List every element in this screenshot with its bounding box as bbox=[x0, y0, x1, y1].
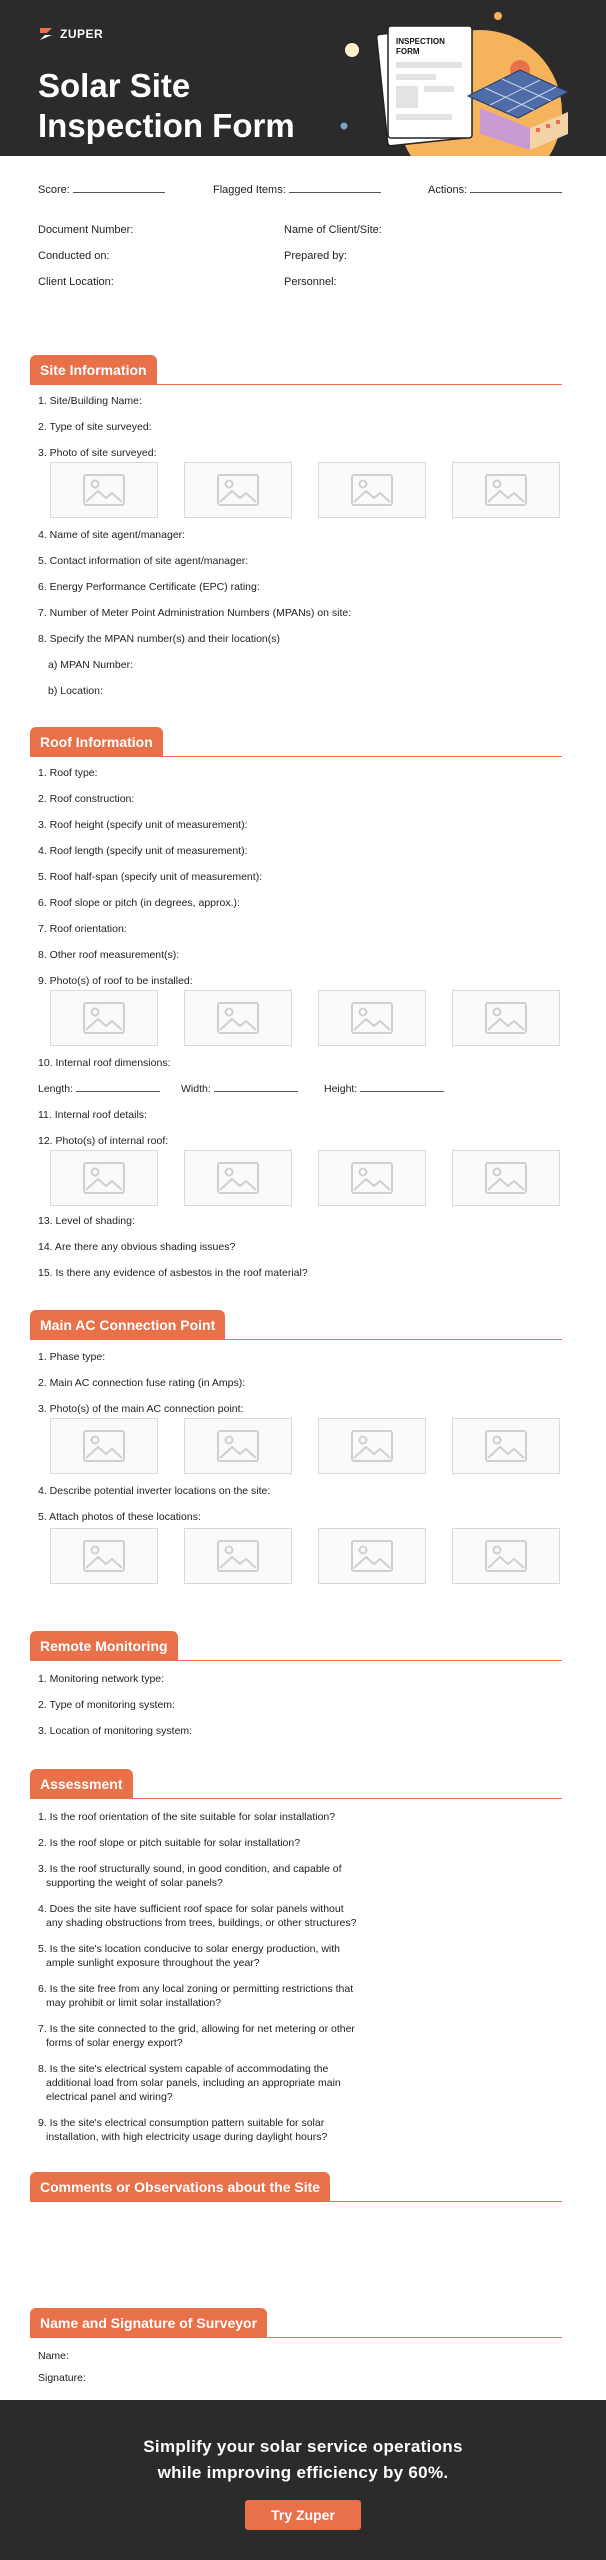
image-icon bbox=[482, 1427, 530, 1465]
image-icon bbox=[482, 999, 530, 1037]
assessment-q9-line-1: 9. Is the site's electrical consumption pattern suitable for solar bbox=[38, 2117, 325, 2129]
assessment-q5-line-1: 5. Is the site's location conducive to solar energy production, with bbox=[38, 1943, 341, 1955]
roof-photo-row bbox=[50, 990, 560, 1046]
roof-q2: 2. Roof construction: bbox=[38, 793, 135, 805]
image-icon bbox=[348, 471, 396, 509]
photo-placeholder[interactable] bbox=[184, 1528, 292, 1584]
page-title: Solar Site Inspection Form bbox=[38, 67, 295, 144]
assessment-heading bbox=[30, 1769, 562, 1799]
photo-placeholder[interactable] bbox=[318, 1150, 426, 1206]
image-icon bbox=[348, 999, 396, 1037]
promo-footer bbox=[0, 2400, 606, 2560]
photo-placeholder[interactable] bbox=[50, 1150, 158, 1206]
photo-placeholder[interactable] bbox=[318, 462, 426, 518]
assessment-q2: 2. Is the roof slope or pitch suitable for solar installation? bbox=[38, 1837, 301, 1849]
roof-q4: 4. Roof length (specify unit of measurement): bbox=[38, 845, 248, 857]
roof-information-heading bbox=[30, 727, 562, 757]
document-number-label: Document Number: bbox=[38, 224, 134, 236]
footer-slogan bbox=[0, 2434, 606, 2486]
ac-q5: 5. Attach photos of these locations: bbox=[38, 1511, 201, 1523]
roof-q11: 11. Internal roof details: bbox=[38, 1109, 147, 1121]
image-icon bbox=[348, 1427, 396, 1465]
roof-q15: 15. Is there any evidence of asbestos in the roof material? bbox=[38, 1267, 308, 1279]
assessment-q5-line-2: ample sunlight exposure throughout the year? bbox=[46, 1957, 260, 1969]
ac-q1: 1. Phase type: bbox=[38, 1351, 106, 1363]
roof-q3: 3. Roof height (specify unit of measurement): bbox=[38, 819, 248, 831]
ac-photo-row bbox=[50, 1418, 560, 1474]
surveyor-signature-label: Signature: bbox=[38, 2372, 86, 2384]
footer-slogan-line-2: while improving efficiency by 60%. bbox=[157, 2463, 449, 2482]
roof-q5: 5. Roof half-span (specify unit of measurement): bbox=[38, 871, 263, 883]
image-icon bbox=[214, 1159, 262, 1197]
footer-slogan-line-1: Simplify your solar service operations bbox=[143, 2437, 463, 2456]
comments-title: Comments or Observations about the Site bbox=[30, 2172, 330, 2202]
photo-placeholder[interactable] bbox=[184, 462, 292, 518]
photo-placeholder[interactable] bbox=[184, 990, 292, 1046]
comments-heading bbox=[30, 2172, 562, 2202]
assessment-q8-line-2: additional load from solar panels, including an appropriate main bbox=[46, 2077, 341, 2089]
prepared-by-label: Prepared by: bbox=[284, 250, 347, 262]
photo-placeholder[interactable] bbox=[50, 1418, 158, 1474]
assessment-title: Assessment bbox=[30, 1769, 133, 1799]
photo-placeholder[interactable] bbox=[452, 462, 560, 518]
assessment-q8-line-3: electrical panel and wiring? bbox=[46, 2091, 173, 2103]
site-q6: 6. Energy Performance Certificate (EPC) rating: bbox=[38, 581, 260, 593]
zuper-logo-icon bbox=[38, 26, 54, 42]
photo-placeholder[interactable] bbox=[452, 1418, 560, 1474]
assessment-q4-line-1: 4. Does the site have sufficient roof space for solar panels without bbox=[38, 1903, 344, 1915]
illustration-label-1: INSPECTION bbox=[396, 37, 445, 46]
brand-name: ZUPER bbox=[60, 27, 104, 41]
roof-width-label: Width: bbox=[181, 1083, 211, 1095]
image-icon bbox=[214, 1537, 262, 1575]
assessment-q3-line-2: supporting the weight of solar panels? bbox=[46, 1877, 223, 1889]
roof-q10: 10. Internal roof dimensions: bbox=[38, 1057, 171, 1069]
site-q4: 4. Name of site agent/manager: bbox=[38, 529, 186, 541]
photo-placeholder[interactable] bbox=[50, 1528, 158, 1584]
ac-connection-heading bbox=[30, 1310, 562, 1340]
photo-placeholder[interactable] bbox=[318, 1418, 426, 1474]
image-icon bbox=[482, 1537, 530, 1575]
site-q8b: b) Location: bbox=[48, 685, 103, 697]
inspection-form-illustration bbox=[330, 0, 606, 156]
assessment-q6 bbox=[38, 1982, 568, 2010]
photo-placeholder[interactable] bbox=[318, 1528, 426, 1584]
image-icon bbox=[214, 471, 262, 509]
photo-placeholder[interactable] bbox=[50, 990, 158, 1046]
photo-placeholder[interactable] bbox=[452, 1150, 560, 1206]
roof-height-label: Height: bbox=[324, 1083, 358, 1095]
ac-q4: 4. Describe potential inverter locations on the site: bbox=[38, 1485, 271, 1497]
assessment-q6-line-2: may prohibit or limit solar installation? bbox=[46, 1997, 222, 2009]
image-icon bbox=[80, 471, 128, 509]
assessment-q9 bbox=[38, 2116, 568, 2144]
site-q7: 7. Number of Meter Point Administration Numbers (MPANs) on site: bbox=[38, 607, 352, 619]
site-q3: 3. Photo of site surveyed: bbox=[38, 447, 157, 459]
roof-q8: 8. Other roof measurement(s): bbox=[38, 949, 180, 961]
internal-roof-photo-row bbox=[50, 1150, 560, 1206]
site-q8a: a) MPAN Number: bbox=[48, 659, 133, 671]
site-information-title: Site Information bbox=[30, 355, 157, 385]
roof-q12: 12. Photo(s) of internal roof: bbox=[38, 1135, 169, 1147]
site-q1: 1. Site/Building Name: bbox=[38, 395, 142, 407]
actions-label: Actions: bbox=[428, 184, 468, 196]
image-icon bbox=[482, 1159, 530, 1197]
inverter-photo-row bbox=[50, 1528, 560, 1584]
photo-placeholder[interactable] bbox=[184, 1418, 292, 1474]
image-icon bbox=[80, 1537, 128, 1575]
photo-placeholder[interactable] bbox=[184, 1150, 292, 1206]
site-photo-row bbox=[50, 462, 560, 518]
signature-title: Name and Signature of Surveyor bbox=[30, 2308, 267, 2338]
photo-placeholder[interactable] bbox=[452, 1528, 560, 1584]
image-icon bbox=[214, 1427, 262, 1465]
assessment-q5 bbox=[38, 1942, 568, 1970]
actions-field[interactable] bbox=[428, 183, 562, 196]
remote-monitoring-title: Remote Monitoring bbox=[30, 1631, 178, 1661]
image-icon bbox=[80, 999, 128, 1037]
image-icon bbox=[482, 471, 530, 509]
signature-heading bbox=[30, 2308, 562, 2338]
monitoring-q1: 1. Monitoring network type: bbox=[38, 1673, 165, 1685]
page-header bbox=[0, 0, 606, 156]
roof-length-label: Length: bbox=[38, 1083, 74, 1095]
personnel-label: Personnel: bbox=[284, 276, 337, 288]
roof-information-title: Roof Information bbox=[30, 727, 163, 757]
brand-logo[interactable] bbox=[38, 26, 103, 42]
assessment-q8 bbox=[38, 2062, 568, 2104]
monitoring-q2: 2. Type of monitoring system: bbox=[38, 1699, 175, 1711]
surveyor-name-label: Name: bbox=[38, 2350, 69, 2362]
roof-height-field[interactable] bbox=[324, 1082, 444, 1096]
roof-q1: 1. Roof type: bbox=[38, 767, 98, 779]
image-icon bbox=[348, 1537, 396, 1575]
assessment-q9-line-2: installation, with high electricity usage during daylight hours? bbox=[46, 2131, 328, 2143]
image-icon bbox=[348, 1159, 396, 1197]
assessment-q4 bbox=[38, 1902, 568, 1930]
score-field[interactable] bbox=[38, 183, 165, 196]
image-icon bbox=[80, 1159, 128, 1197]
image-icon bbox=[214, 999, 262, 1037]
comments-area[interactable] bbox=[38, 2208, 562, 2298]
photo-placeholder[interactable] bbox=[50, 462, 158, 518]
assessment-q3 bbox=[38, 1862, 568, 1890]
assessment-q6-line-1: 6. Is the site free from any local zoning or permitting restrictions that bbox=[38, 1983, 354, 1995]
site-information-heading bbox=[30, 355, 562, 385]
image-icon bbox=[80, 1427, 128, 1465]
site-q2: 2. Type of site surveyed: bbox=[38, 421, 152, 433]
ac-connection-title: Main AC Connection Point bbox=[30, 1310, 225, 1340]
assessment-q7-line-1: 7. Is the site connected to the grid, allowing for net metering or other bbox=[38, 2023, 355, 2035]
ac-q3: 3. Photo(s) of the main AC connection point: bbox=[38, 1403, 244, 1415]
roof-q13: 13. Level of shading: bbox=[38, 1215, 135, 1227]
monitoring-q3: 3. Location of monitoring system: bbox=[38, 1725, 193, 1737]
client-location-label: Client Location: bbox=[38, 276, 114, 288]
ac-q2: 2. Main AC connection fuse rating (in Amps): bbox=[38, 1377, 246, 1389]
flagged-items-field[interactable] bbox=[213, 183, 381, 196]
assessment-q3-line-1: 3. Is the roof structurally sound, in good condition, and capable of bbox=[38, 1863, 342, 1875]
photo-placeholder[interactable] bbox=[452, 990, 560, 1046]
client-name-label: Name of Client/Site: bbox=[284, 224, 382, 236]
roof-q9: 9. Photo(s) of roof to be installed: bbox=[38, 975, 193, 987]
assessment-q8-line-1: 8. Is the site's electrical system capable of accommodating the bbox=[38, 2063, 329, 2075]
assessment-q7-line-2: forms of solar energy export? bbox=[46, 2037, 183, 2049]
flagged-items-label: Flagged Items: bbox=[213, 184, 286, 196]
roof-q14: 14. Are there any obvious shading issues? bbox=[38, 1241, 236, 1253]
remote-monitoring-heading bbox=[30, 1631, 562, 1661]
assessment-q1: 1. Is the roof orientation of the site suitable for solar installation? bbox=[38, 1811, 336, 1823]
assessment-q4-line-2: any shading obstructions from trees, buildings, or other structures? bbox=[46, 1917, 357, 1929]
assessment-q7 bbox=[38, 2022, 568, 2050]
roof-length-field[interactable] bbox=[38, 1082, 160, 1096]
roof-width-field[interactable] bbox=[181, 1082, 298, 1096]
conducted-on-label: Conducted on: bbox=[38, 250, 110, 262]
photo-placeholder[interactable] bbox=[318, 990, 426, 1046]
roof-q6: 6. Roof slope or pitch (in degrees, approx.): bbox=[38, 897, 240, 909]
illustration-label-2: FORM bbox=[396, 47, 420, 56]
try-zuper-button[interactable]: Try Zuper bbox=[245, 2500, 361, 2530]
roof-q7: 7. Roof orientation: bbox=[38, 923, 127, 935]
score-label: Score: bbox=[38, 184, 70, 196]
site-q8: 8. Specify the MPAN number(s) and their location(s) bbox=[38, 633, 280, 645]
site-q5: 5. Contact information of site agent/manager: bbox=[38, 555, 249, 567]
